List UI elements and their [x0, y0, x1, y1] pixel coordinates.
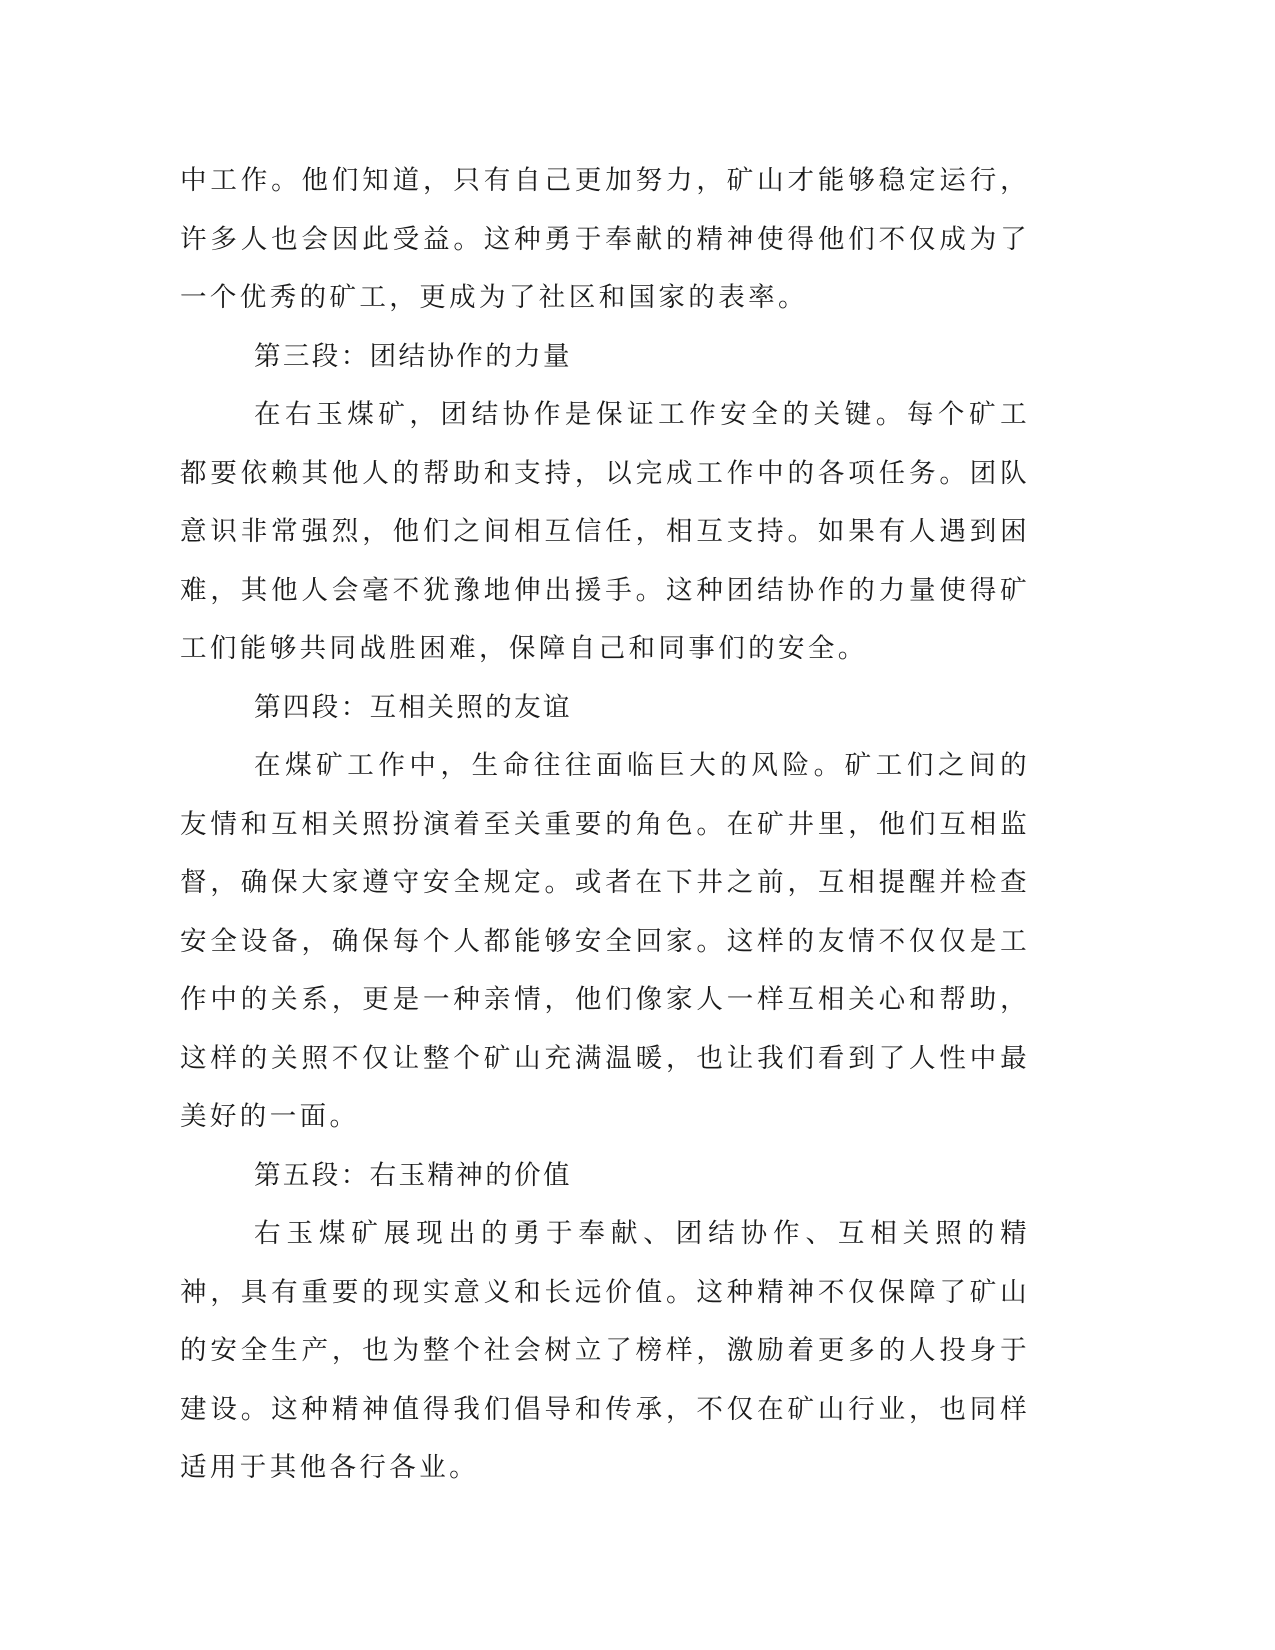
paragraph-value: 右玉煤矿展现出的勇于奉献、团结协作、互相关照的精神，具有重要的现实意义和长远价值。这种精神不仅保障了矿山的安全生产，也为整个社会树立了榜样，激励着更多的人投身于建设。这种精神值得我们倡导和传承，不仅在矿山行业，也同样适用于其他各行各业。: [180, 1218, 1030, 1483]
section-heading-3: 第三段：团结协作的力量: [254, 340, 572, 372]
section-heading-4: 第四段：互相关照的友谊: [254, 691, 572, 723]
paragraph-friendship: 在煤矿工作中，生命往往面临巨大的风险。矿工们之间的友情和互相关照扮演着至关重要的角色。在矿井里，他们互相监督，确保大家遵守安全规定。或者在下井之前，互相提醒并检查安全设备，确保每个人都能够安全回家。这样的友情不仅仅是工作中的关系，更是一种亲情，他们像家人一样互相关心和帮助，这样的关照不仅让整个矿山充满温暖，也让我们看到了人性中最美好的一面。: [180, 750, 1030, 1132]
section-heading-5: 第五段：右玉精神的价值: [254, 1159, 572, 1191]
document-page: [180, 152, 1030, 1498]
paragraph-continued: 中工作。他们知道，只有自己更加努力，矿山才能够稳定运行，许多人也会因此受益。这种勇于奉献的精神使得他们不仅成为了一个优秀的矿工，更成为了社区和国家的表率。: [180, 165, 1030, 313]
paragraph-teamwork: 在右玉煤矿，团结协作是保证工作安全的关键。每个矿工都要依赖其他人的帮助和支持，以完成工作中的各项任务。团队意识非常强烈，他们之间相互信任，相互支持。如果有人遇到困难，其他人会毫不犹豫地伸出援手。这种团结协作的力量使得矿工们能够共同战胜困难，保障自己和同事们的安全。: [180, 399, 1030, 664]
